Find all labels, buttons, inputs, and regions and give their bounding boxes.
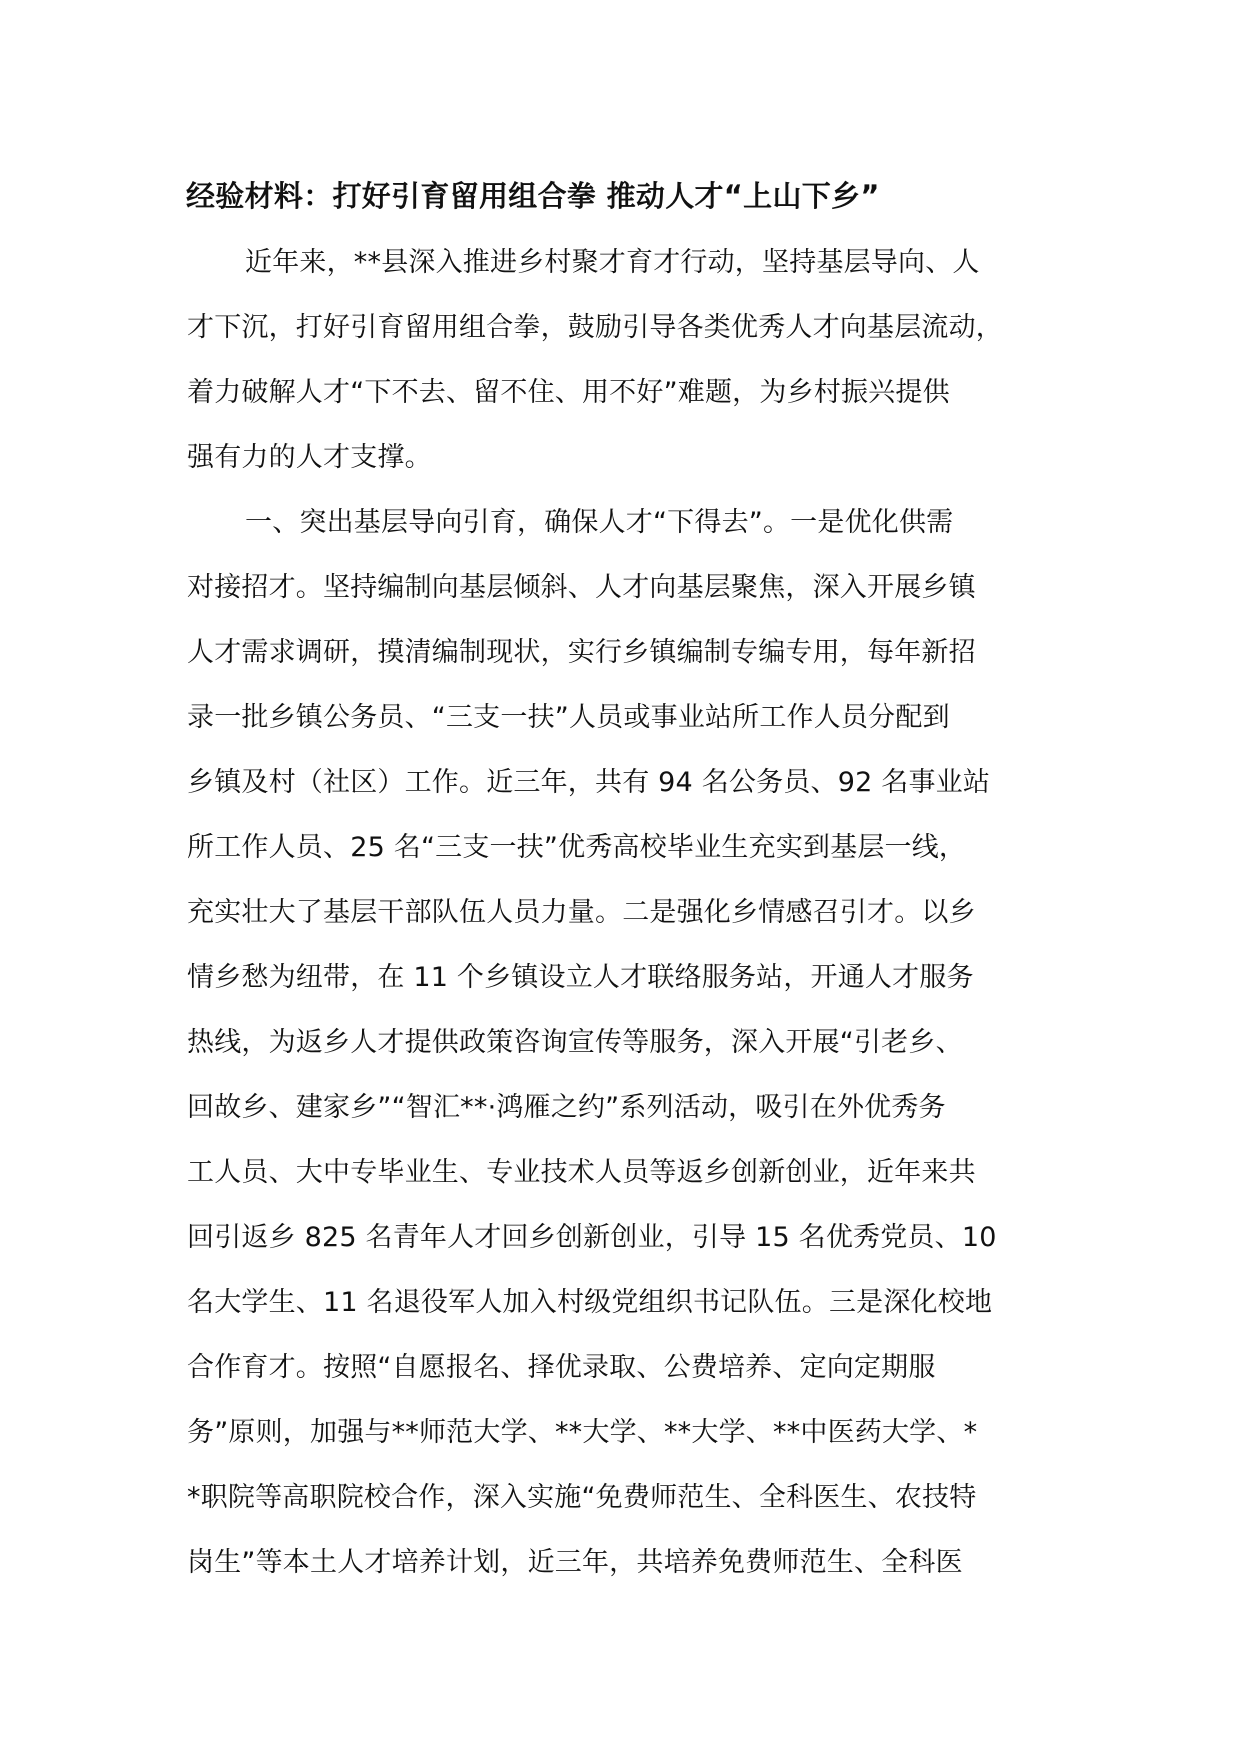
document-title: 经验材料：打好引育留用组合拳 推动人才“上山下乡” bbox=[186, 179, 880, 213]
text-line: 才下沉，打好引育留用组合拳，鼓励引导各类优秀人才向基层流动， bbox=[187, 312, 1003, 343]
text-line: 回故乡、建家乡”“智汇**·鸿雁之约”系列活动，吸引在外优秀务 bbox=[187, 1092, 946, 1123]
text-line: 人才需求调研，摸清编制现状，实行乡镇编制专编专用，每年新招 bbox=[187, 637, 976, 668]
text-line: 乡镇及村（社区）工作。近三年，共有 94 名公务员、92 名事业站 bbox=[187, 767, 991, 798]
text-line: 名大学生、11 名退役军人加入村级党组织书记队伍。三是深化校地 bbox=[187, 1287, 993, 1318]
document-body bbox=[187, 239, 1057, 1604]
text-line: 热线，为返乡人才提供政策咨询宣传等服务，深入开展“引老乡、 bbox=[187, 1027, 963, 1058]
text-line: 情乡愁为纽带，在 11 个乡镇设立人才联络服务站，开通人才服务 bbox=[187, 962, 974, 993]
text-line: 着力破解人才“下不去、留不住、用不好”难题，为乡村振兴提供 bbox=[187, 377, 950, 408]
text-line: 对接招才。坚持编制向基层倾斜、人才向基层聚焦，深入开展乡镇 bbox=[187, 572, 976, 603]
text-line: 录一批乡镇公务员、“三支一扶”人员或事业站所工作人员分配到 bbox=[187, 702, 950, 733]
text-line: 近年来，**县深入推进乡村聚才育才行动，坚持基层导向、人 bbox=[245, 247, 980, 278]
text-line: 强有力的人才支撑。 bbox=[187, 442, 432, 473]
text-line: 合作育才。按照“自愿报名、择优录取、公费培养、定向定期服 bbox=[187, 1352, 936, 1383]
text-line: 回引返乡 825 名青年人才回乡创新创业，引导 15 名优秀党员、10 bbox=[187, 1222, 997, 1253]
text-line: 岗生”等本土人才培养计划，近三年，共培养免费师范生、全科医 bbox=[187, 1547, 963, 1578]
text-line: *职院等高职院校合作，深入实施“免费师范生、全科医生、农技特 bbox=[187, 1482, 977, 1513]
text-line: 所工作人员、25 名“三支一扶”优秀高校毕业生充实到基层一线， bbox=[187, 832, 967, 863]
text-line: 充实壮大了基层干部队伍人员力量。二是强化乡情感召引才。以乡 bbox=[187, 897, 976, 928]
text-line: 一、突出基层导向引育，确保人才“下得去”。一是优化供需 bbox=[245, 507, 954, 538]
text-line: 工人员、大中专毕业生、专业技术人员等返乡创新创业，近年来共 bbox=[187, 1157, 976, 1188]
text-line: 务”原则，加强与**师范大学、**大学、**大学、**中医药大学、* bbox=[187, 1417, 978, 1448]
